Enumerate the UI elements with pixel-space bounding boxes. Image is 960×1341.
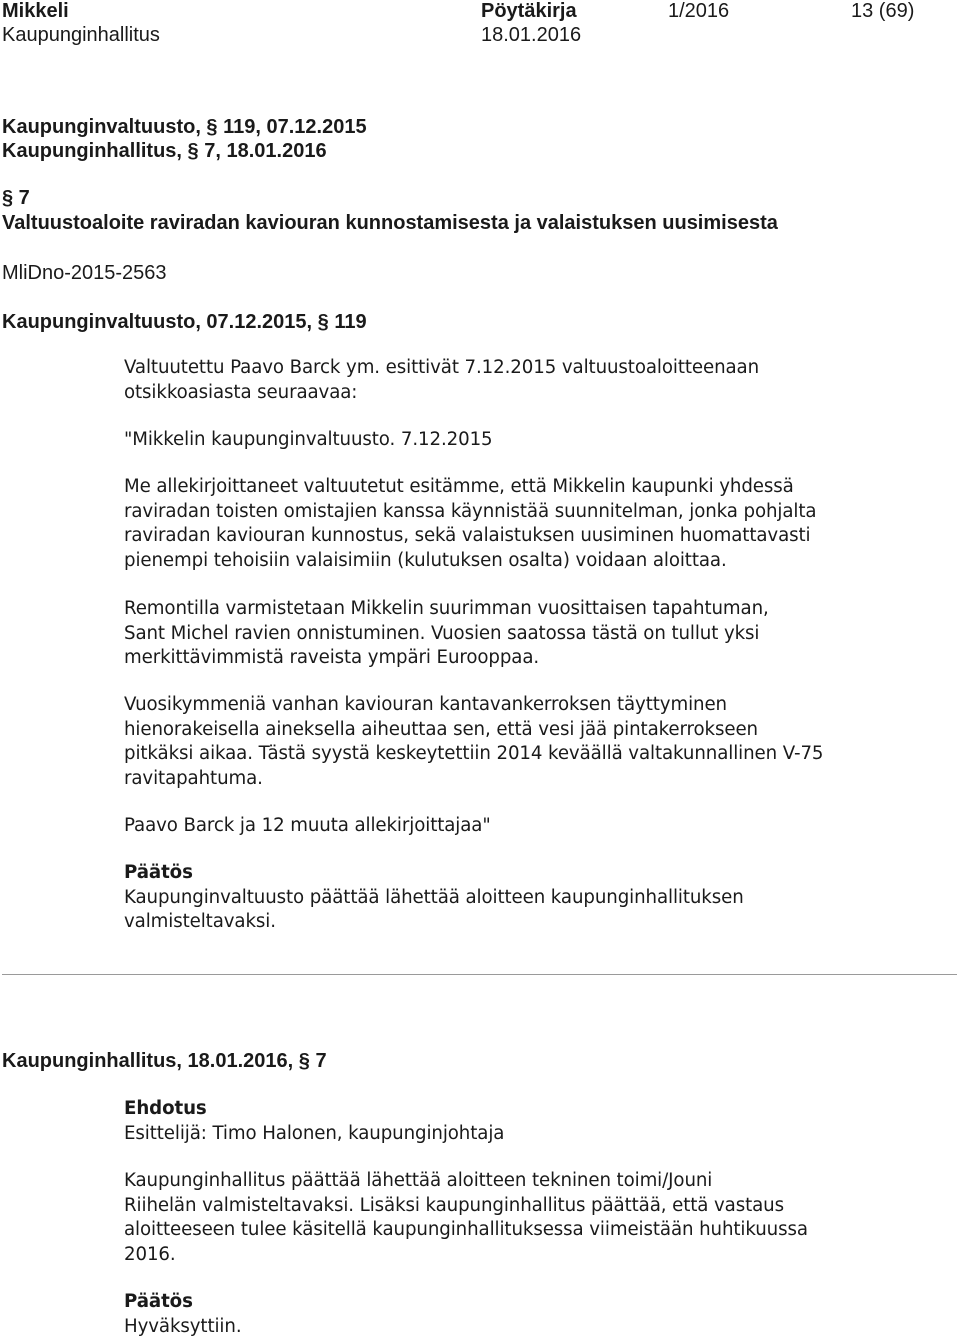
text-line: Vuosikymmeniä vanhan kaviouran kantavankerroksen täyttyminen <box>124 694 727 715</box>
document-type: Pöytäkirja <box>481 0 577 22</box>
text-line: raviradan kaviouran kunnostus, sekä valaistuksen uusiminen huomattavasti <box>124 525 811 546</box>
page-number: 13 (69) <box>851 0 915 22</box>
text-line: 2016. <box>124 1243 176 1265</box>
initiative-paragraph-3 <box>124 693 924 791</box>
presenter: Esittelijä: Timo Halonen, kaupunginjohtaja <box>124 1122 505 1144</box>
item-number: § 7 <box>2 187 30 209</box>
text-line: pienempi tehoisiin valaisimiin (kulutuksen osalta) voidaan aloittaa. <box>124 549 727 571</box>
board-decision <box>124 1290 924 1339</box>
meeting-date: 18.01.2016 <box>481 24 582 46</box>
text-line: valmisteltavaksi. <box>124 911 276 932</box>
board-proposal <box>124 1169 924 1267</box>
text-line: Remontilla varmistetaan Mikkelin suurimman vuosittaisen tapahtuman, <box>124 598 769 619</box>
history-line-council: Kaupunginvaltuusto, § 119, 07.12.2015 <box>2 116 367 138</box>
text-line: merkittävimmistä raveista ympäri Eurooppaa. <box>124 647 540 668</box>
decision-label: Päätös <box>124 862 193 883</box>
item-title: Valtuustoaloite raviradan kaviouran kunnostamisesta ja valaistuksen uusimisesta <box>2 212 778 234</box>
council-intro <box>124 356 924 405</box>
text-line: ravitapahtuma. <box>124 767 263 789</box>
quote-heading <box>124 428 924 453</box>
text-line: otsikkoasiasta seuraavaa: <box>124 381 358 403</box>
text-line: aloitteeseen tulee käsitellä kaupunginhallituksessa viimeistään huhtikuussa <box>124 1219 808 1240</box>
decision-text: Hyväksyttiin. <box>124 1315 242 1337</box>
document-number: 1/2016 <box>668 0 730 22</box>
board-heading: Kaupunginhallitus, 18.01.2016, § 7 <box>2 1050 327 1072</box>
initiative-paragraph-1 <box>124 475 924 573</box>
text-line: Kaupunginhallitus päättää lähettää aloitteen tekninen toimi/Jouni <box>124 1170 713 1191</box>
text-line: pitkäksi aikaa. Tästä syystä keskeytettiin 2014 keväällä valtakunnallinen V-75 <box>124 743 824 764</box>
history-line-board: Kaupunginhallitus, § 7, 18.01.2016 <box>2 140 327 162</box>
text-line: Sant Michel ravien onnistuminen. Vuosien saatossa tästä on tullut yksi <box>124 622 760 644</box>
initiative-paragraph-2 <box>124 597 924 671</box>
council-heading: Kaupunginvaltuusto, 07.12.2015, § 119 <box>2 311 367 333</box>
decision-label: Päätös <box>124 1291 193 1312</box>
proposal-label: Ehdotus <box>124 1098 207 1119</box>
section-divider <box>2 974 957 975</box>
text-line: "Mikkelin kaupunginvaltuusto. 7.12.2015 <box>124 429 493 450</box>
org-name: Mikkeli <box>2 0 69 22</box>
board-proposal-header <box>124 1097 924 1146</box>
text-line: Riihelän valmisteltavaksi. Lisäksi kaupunginhallitus päättää, että vastaus <box>124 1194 784 1216</box>
council-decision <box>124 861 924 935</box>
text-line: Kaupunginvaltuusto päättää lähettää aloitteen kaupunginhallituksen <box>124 886 744 908</box>
body-name: Kaupunginhallitus <box>2 24 160 46</box>
text-line: raviradan toisten omistajien kanssa käynnistää suunnitelman, jonka pohjalta <box>124 500 817 522</box>
diary-number: MliDno-2015-2563 <box>2 262 167 284</box>
text-line: hienorakeisella aineksella aiheuttaa sen, että vesi jää pintakerrokseen <box>124 718 758 740</box>
text-line: Me allekirjoittaneet valtuutetut esitämme, että Mikkelin kaupunki yhdessä <box>124 476 794 497</box>
text-line: Valtuutettu Paavo Barck ym. esittivät 7.12.2015 valtuustoaloitteenaan <box>124 357 760 378</box>
text-line: Paavo Barck ja 12 muuta allekirjoittajaa" <box>124 815 491 836</box>
signers <box>124 814 924 839</box>
